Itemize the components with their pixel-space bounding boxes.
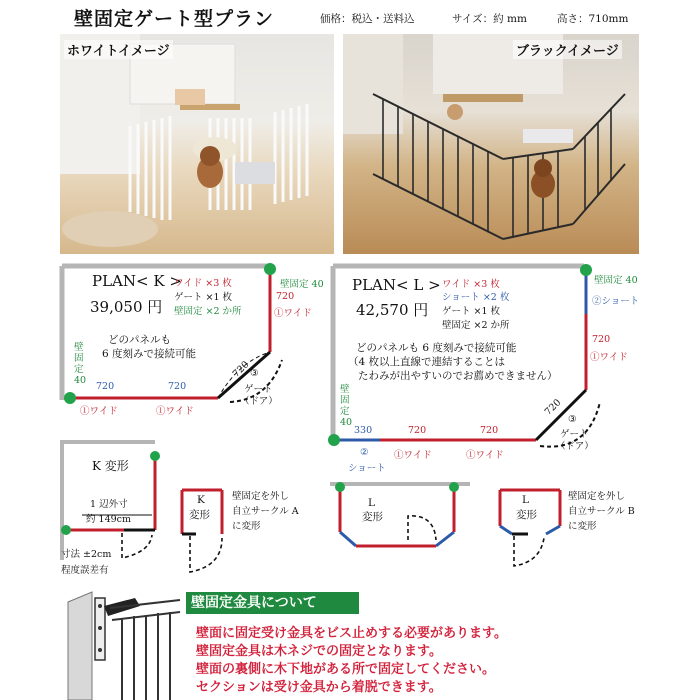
plan-l-right-name: ①ワイド xyxy=(590,352,628,363)
plan-k-spec-wide: ワイド ×3 枚 xyxy=(174,278,232,289)
plan-k-b2-dim: 720 xyxy=(168,381,187,392)
plan-l-b0-dim: 330 xyxy=(354,425,373,436)
plan-l-right-dim: 720 xyxy=(592,334,611,345)
plan-k-gate-dim: 720 xyxy=(230,359,252,380)
plan-k-spec-gate: ゲート ×1 枚 xyxy=(174,292,233,303)
plan-k-b1-name: ①ワイド xyxy=(80,406,118,417)
plan-k-note-2: 6 度刻みで接続可能 xyxy=(102,348,197,360)
plan-l-gate-name: ゲート xyxy=(560,429,589,440)
plan-k-gate-name: ゲート xyxy=(244,384,273,395)
l-small-label-2: 変形 xyxy=(516,509,537,521)
k-desc-2: 自立サークル A xyxy=(232,506,299,517)
plan-l-note-3: たわみが出やすいのでお薦めできません） xyxy=(358,370,558,382)
plan-k-note-1: どのパネルも xyxy=(108,334,171,346)
plan-l-b0-num: ② xyxy=(360,447,369,458)
l-variant-label-1: L xyxy=(368,497,375,509)
plan-l-b2-name: ①ワイド xyxy=(466,450,504,461)
plan-l-spec-gate: ゲート ×1 枚 xyxy=(442,306,501,317)
height-label: 高さ：710mm xyxy=(557,13,629,25)
plan-l-spec-wall: 壁固定 ×2 か所 xyxy=(442,320,510,331)
bracket-note-3: 壁面の裏側に木下地がある所で固定してください。 xyxy=(196,662,496,677)
wall-fix-dot xyxy=(64,392,76,404)
white-image-label: ホワイトイメージ xyxy=(64,40,173,59)
wall-fix-dot xyxy=(264,263,276,275)
bracket-note-2: 壁固定金具は木ネジでの固定となります。 xyxy=(196,644,442,659)
l-desc-3: に変形 xyxy=(568,521,597,532)
k-variant-tolerance-2: 程度誤差有 xyxy=(61,565,109,576)
plan-k-price: 39,050 円 xyxy=(90,298,163,316)
plan-l-short-top: ②ショート xyxy=(592,296,640,307)
plan-l-spec-wide: ワイド ×3 枚 xyxy=(442,279,500,290)
plan-k-gate-num: ③ xyxy=(250,368,259,379)
plan-l-price: 42,570 円 xyxy=(356,301,429,319)
k-small-label-2: 変形 xyxy=(189,509,210,521)
plan-l-gate-num: ③ xyxy=(568,414,577,425)
plan-k-b1-dim: 720 xyxy=(96,381,115,392)
l-small-label-1: L xyxy=(522,494,529,506)
plan-k-right-name: ①ワイド xyxy=(274,308,312,319)
plan-l-note-2: （4 枚以上直線で連結することは xyxy=(348,356,506,368)
plan-l-b2-dim: 720 xyxy=(480,425,499,436)
k-variant-title: K 変形 xyxy=(92,459,129,473)
plan-k-wall-left: 壁 固 定 40 xyxy=(74,342,87,386)
k-desc-1: 壁固定を外し xyxy=(232,491,290,502)
bracket-note-4: セクションは受け金具から着脱できます。 xyxy=(196,680,442,695)
plan-k-title: PLAN< K > xyxy=(92,272,182,290)
plan-l-title: PLAN< L > xyxy=(352,276,441,294)
plan-l-gate-door: （ドア） xyxy=(556,441,594,452)
plan-l-spec-short: ショート ×2 枚 xyxy=(442,292,510,303)
k-variant-side-1: 1 辺外寸 xyxy=(90,499,128,510)
plan-l-note-1: どのパネルも 6 度刻みで接続可能 xyxy=(356,342,517,354)
k-desc-3: に変形 xyxy=(232,521,261,532)
bracket-notes-heading: 壁固定金具について xyxy=(186,592,359,614)
plan-l-wall-left: 壁 固 定 40 xyxy=(340,384,353,428)
plan-l-gate-dim: 720 xyxy=(542,397,564,418)
price-label: 価格：税込・送料込 xyxy=(320,13,415,25)
plan-k-spec-wall: 壁固定 ×2 か所 xyxy=(174,306,242,317)
plan-l-b1-dim: 720 xyxy=(408,425,427,436)
plan-k-wall-top: 壁固定 40 xyxy=(280,279,324,290)
k-small-label-1: K xyxy=(197,494,205,506)
plan-k-right-dim: 720 xyxy=(276,291,295,302)
page-title: 壁固定ゲート型プラン xyxy=(74,8,275,30)
plan-l-b0-name: ショート xyxy=(348,463,386,474)
k-variant-tolerance-1: 寸法 ±2cm xyxy=(61,549,112,560)
size-label: サイズ：約 mm xyxy=(452,13,527,25)
wall-fix-dot xyxy=(328,434,340,446)
l-variant-label-2: 変形 xyxy=(362,511,383,523)
bracket-illustration xyxy=(60,586,180,700)
wall-fix-dot xyxy=(580,264,592,276)
plan-l-wall-top: 壁固定 40 xyxy=(594,275,638,286)
plan-l-b1-name: ①ワイド xyxy=(394,450,432,461)
k-variant-side-2: 約 149cm xyxy=(86,514,131,525)
plan-k-gate-door: （ドア） xyxy=(240,396,278,407)
l-desc-2: 自立サークル B xyxy=(568,506,635,517)
plan-k-b2-name: ①ワイド xyxy=(156,406,194,417)
black-image-label: ブラックイメージ xyxy=(513,40,622,59)
l-desc-1: 壁固定を外し xyxy=(568,491,626,502)
bracket-note-1: 壁面に固定受け金具をビス止めする必要があります。 xyxy=(196,626,507,641)
